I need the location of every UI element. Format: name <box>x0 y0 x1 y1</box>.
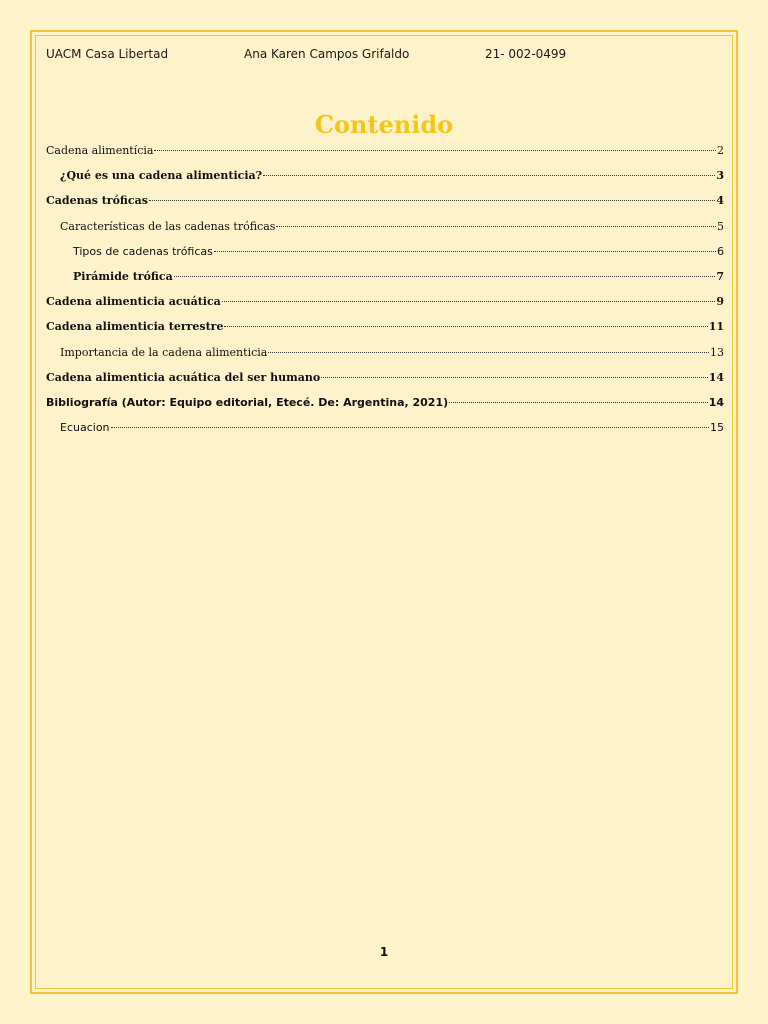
toc-leader-dots <box>321 377 707 378</box>
toc-leader-dots <box>222 301 716 302</box>
toc-leader-dots <box>276 226 716 227</box>
toc-leader-dots <box>224 326 707 327</box>
toc-entry-title: Importancia de la cadena alimenticia <box>60 346 268 359</box>
toc-entry[interactable] <box>60 169 724 182</box>
header-author: Ana Karen Campos Grifaldo <box>244 47 410 61</box>
toc-entry[interactable] <box>60 346 724 359</box>
toc-entry-page: 7 <box>716 270 724 283</box>
toc-entry[interactable] <box>46 194 724 207</box>
toc-entry-title: Ecuacion <box>60 421 110 434</box>
toc-entry-page: 11 <box>708 320 724 333</box>
toc-entry-title: Características de las cadenas tróficas <box>60 220 276 233</box>
toc-entry-title: Bibliografía (Autor: Equipo editorial, Etecé. De: Argentina, 2021) <box>46 396 449 409</box>
toc-entry-page: 15 <box>710 421 724 434</box>
toc-leader-dots <box>174 276 716 277</box>
toc-entry[interactable] <box>60 421 724 434</box>
toc-entry[interactable] <box>60 220 724 233</box>
toc-title: Contenido <box>314 110 454 139</box>
toc-entry-page: 6 <box>717 245 724 258</box>
toc-entry[interactable] <box>46 371 724 384</box>
toc-entry[interactable] <box>73 245 724 258</box>
toc-entry-page: 14 <box>708 396 724 409</box>
toc-entry-page: 4 <box>716 194 724 207</box>
header-institution: UACM Casa Libertad <box>46 47 169 61</box>
toc-entry[interactable] <box>73 270 724 283</box>
toc-entry-page: 5 <box>717 220 724 233</box>
toc-entry-page: 14 <box>708 371 724 384</box>
toc-leader-dots <box>268 352 709 353</box>
toc-entry[interactable] <box>46 396 724 409</box>
toc-entry-title: ¿Qué es una cadena alimenticia? <box>60 169 263 182</box>
toc-entry[interactable] <box>46 144 724 157</box>
toc-entry-title: Pirámide trófica <box>73 270 173 283</box>
page-number: 1 <box>379 945 389 959</box>
toc-leader-dots <box>263 175 715 176</box>
toc-entry-title: Cadena alimenticia acuática del ser humano <box>46 371 321 384</box>
toc-entry[interactable] <box>46 295 724 308</box>
toc-entry-title: Cadena alimenticia acuática <box>46 295 221 308</box>
toc-entry-title: Cadena alimentícia <box>46 144 154 157</box>
toc-leader-dots <box>111 427 709 428</box>
toc-entry-title: Tipos de cadenas tróficas <box>73 245 213 258</box>
toc-entry-title: Cadenas tróficas <box>46 194 148 207</box>
toc-leader-dots <box>149 200 715 201</box>
toc-entry[interactable] <box>46 320 724 333</box>
toc-entry-page: 9 <box>716 295 724 308</box>
toc-leader-dots <box>214 251 716 252</box>
toc-leader-dots <box>449 402 708 403</box>
toc-entry-page: 13 <box>710 346 724 359</box>
toc-entry-page: 3 <box>716 169 724 182</box>
header-student-id: 21- 002-0499 <box>485 47 567 61</box>
toc-entry-page: 2 <box>717 144 724 157</box>
toc-leader-dots <box>154 150 716 151</box>
toc-entry-title: Cadena alimenticia terrestre <box>46 320 224 333</box>
